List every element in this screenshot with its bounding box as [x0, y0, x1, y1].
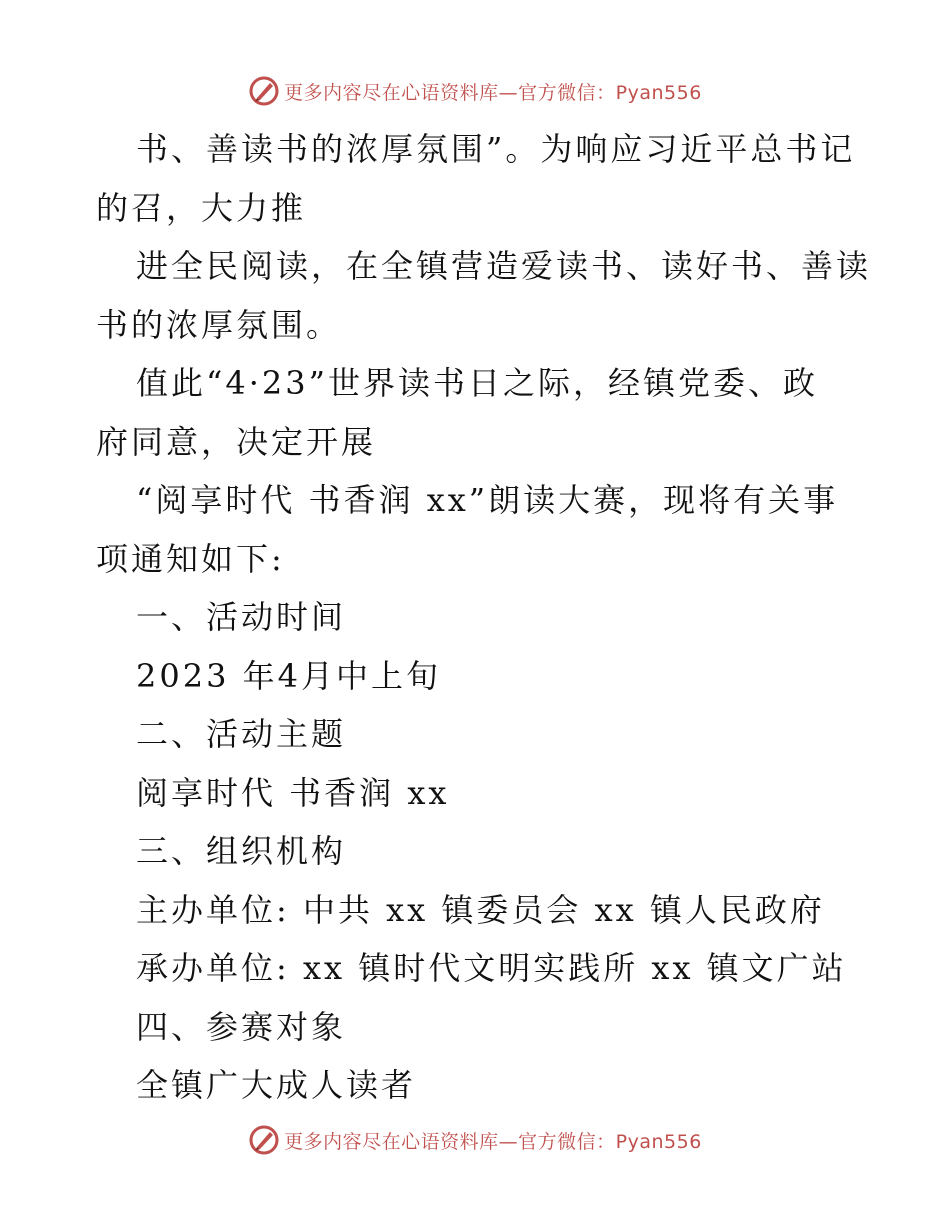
footer-banner-text: 更多内容尽在心语资料库—官方微信：Pyan556: [284, 1130, 702, 1153]
quill-logo-icon: [248, 1124, 280, 1156]
text-line: 四、参赛对象: [136, 1007, 347, 1046]
text-line: “阅享时代 书香润 xx”朗读大赛，现将有关事: [136, 481, 839, 519]
quill-logo-icon: [248, 75, 280, 107]
text-line: 承办单位: xx 镇时代文明实践所 xx 镇文广站: [136, 949, 847, 987]
text-line: 项通知如下:: [96, 539, 285, 578]
text-line: 一、活动时间: [136, 598, 347, 636]
text-line: 二、活动主题: [136, 715, 347, 753]
text-line: 全镇广大成人读者: [136, 1066, 417, 1104]
document-body: [96, 120, 872, 1115]
text-line: 书的浓厚氛围。: [96, 305, 342, 344]
text-line: 值此“4·23”世界读书日之际，经镇党委、政: [136, 364, 818, 402]
header-banner: [0, 71, 950, 111]
text-line: 书、善读书的浓厚氛围”。为响应习近平总书记: [136, 130, 856, 168]
text-line: 三、组织机构: [136, 832, 347, 870]
header-banner-text: 更多内容尽在心语资料库—官方微信：Pyan556: [284, 81, 702, 104]
text-line: 府同意，决定开展: [96, 422, 377, 461]
text-line: 的召，大力推: [96, 188, 307, 227]
text-line: 进全民阅读，在全镇营造爱读书、读好书、善读: [136, 247, 872, 285]
text-line: 主办单位: 中共 xx 镇委员会 xx 镇人民政府: [136, 890, 825, 929]
text-line: 2023 年4月中上旬: [136, 656, 441, 695]
text-line: 阅享时代 书香润 xx: [136, 773, 450, 812]
footer-banner: [0, 1120, 950, 1160]
